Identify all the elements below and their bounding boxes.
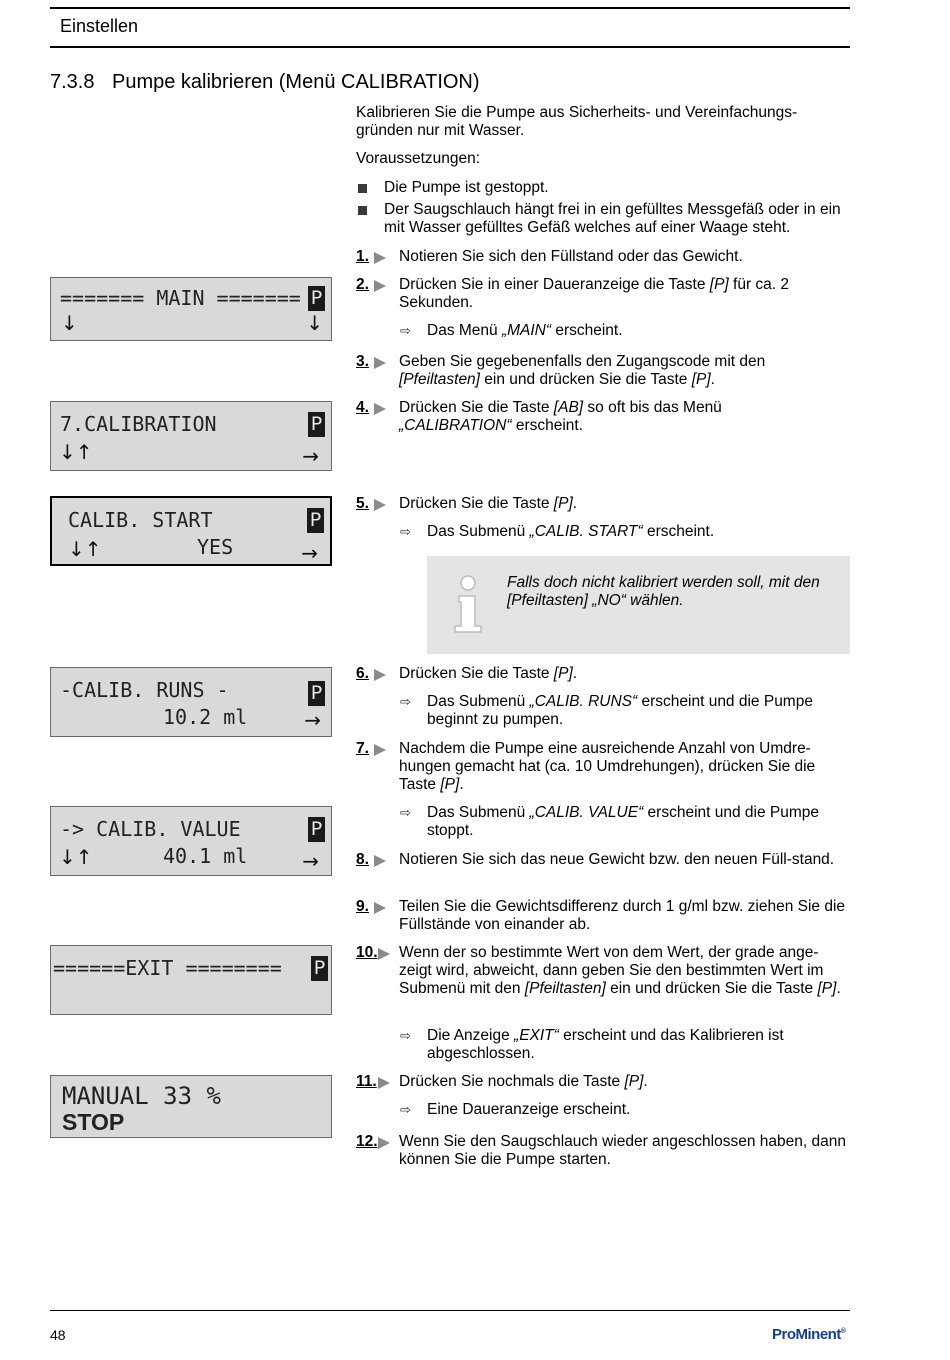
step-arrow-icon [374, 280, 386, 292]
result-text: Eine Daueranzeige erscheint. [427, 1101, 631, 1118]
step-number: 11. [356, 1073, 377, 1090]
lcd-calib-value [50, 806, 332, 876]
step-number: 7. [356, 740, 369, 757]
step-text: Geben Sie gegebenenfalls den Zugangscode mit den [Pfeiltasten] ein und drücken Sie die Taste [P]. [399, 353, 766, 388]
lcd-line-1: 7.CALIBRATION [60, 412, 217, 436]
info-note [427, 556, 850, 654]
step-arrow-icon [378, 1137, 390, 1149]
right-arrow-icon: → [302, 444, 319, 468]
down-arrow-icon: ↓ [306, 311, 323, 335]
step-text: Teilen Sie die Gewichtsdifferenz durch 1 g/ml bzw. ziehen Sie die Füllstände von einander ab. [399, 898, 846, 933]
lcd-calib-start [50, 496, 332, 566]
lcd-p-key-icon: P [311, 956, 328, 981]
lcd-exit [50, 945, 332, 1015]
lcd-line-1: ======EXIT ======== [53, 956, 282, 980]
result-text: Die Anzeige „EXIT“ erscheint und das Kalibrieren ist abgeschlossen. [427, 1027, 784, 1062]
step-text: Nachdem die Pumpe eine ausreichende Anzahl von Umdre-hungen gemacht hat (ca. 10 Umdrehungen), drücken Sie die Taste [P]. [399, 740, 816, 793]
up-down-arrow-icon: ↓↑ [68, 537, 102, 561]
step-arrow-icon [374, 902, 386, 914]
step-number: 5. [356, 495, 369, 512]
step-arrow-icon [374, 855, 386, 867]
intro-line-1: Kalibrieren Sie die Pumpe aus Sicherheits- und Vereinfachungs- [356, 104, 798, 121]
down-arrow-icon: ↓ [61, 311, 78, 335]
lcd-calib-runs [50, 667, 332, 737]
step-text: Drücken Sie die Taste [P]. [399, 665, 578, 682]
section-title: Pumpe kalibrieren (Menü CALIBRATION) [112, 71, 480, 93]
arrow-right-icon: ⇨ [400, 1102, 411, 1117]
bullet-text: Die Pumpe ist gestoppt. [384, 179, 549, 196]
info-icon [449, 574, 489, 634]
step-text: Drücken Sie die Taste [P]. [399, 495, 578, 512]
lcd-main-menu [50, 277, 332, 341]
step-number: 1. [356, 248, 369, 265]
square-bullet-icon [358, 184, 367, 193]
lcd-line-1: CALIB. START [68, 508, 213, 532]
step-number: 8. [356, 851, 369, 868]
lcd-p-key-icon: P [308, 412, 325, 437]
step-number: 3. [356, 353, 369, 370]
lcd-line-1: -CALIB. RUNS - [60, 678, 229, 702]
result-text: Das Submenü „CALIB. VALUE“ erscheint und die Pumpe stoppt. [427, 804, 820, 839]
result-text: Das Menü „MAIN“ erscheint. [427, 322, 623, 339]
lcd-line-1: MANUAL 33 % [62, 1082, 221, 1110]
bullet-text: Der Saugschlauch hängt frei in ein gefülltes Messgefäß oder in ein mit Wasser gefülltes Gefäß welches auf einer Waage steht. [384, 201, 841, 236]
page-number: 48 [50, 1327, 66, 1343]
section-number: 7.3.8 [50, 71, 95, 93]
step-arrow-icon [374, 252, 386, 264]
step-text: Drücken Sie in einer Daueranzeige die Taste [P] für ca. 2 Sekunden. [399, 276, 790, 311]
lcd-line-2: 10.2 ml [163, 705, 248, 729]
section-heading [50, 71, 480, 94]
footer-rule [50, 1310, 850, 1311]
header-top-rule [50, 7, 850, 9]
lcd-p-key-icon: P [308, 817, 325, 842]
step-arrow-icon [378, 948, 390, 960]
arrow-right-icon: ⇨ [400, 1028, 411, 1043]
arrow-right-icon: ⇨ [400, 323, 411, 338]
up-down-arrow-icon: ↓↑ [59, 845, 93, 869]
step-text: Drücken Sie die Taste [AB] so oft bis das Menü „CALIBRATION“ erscheint. [399, 399, 722, 434]
header-title: Einstellen [60, 16, 139, 36]
result-text: Das Submenü „CALIB. RUNS“ erscheint und die Pumpe beginnt zu pumpen. [427, 693, 813, 728]
step-arrow-icon [374, 403, 386, 415]
step-text: Notieren Sie sich den Füllstand oder das Gewicht. [399, 248, 743, 265]
arrow-right-icon: ⇨ [400, 694, 411, 709]
step-text: Notieren Sie sich das neue Gewicht bzw. den neuen Füll-stand. [399, 851, 835, 868]
step-arrow-icon [374, 669, 386, 681]
intro-text [356, 104, 848, 140]
step-number: 12. [356, 1133, 378, 1150]
brand-logo: ProMinent® [772, 1326, 846, 1343]
right-arrow-icon: → [302, 849, 319, 873]
up-down-arrow-icon: ↓↑ [59, 440, 93, 464]
note-text: Falls doch nicht kalibriert werden soll, mit den [Pfeiltasten] „NO“ wählen. [507, 574, 820, 609]
right-arrow-icon: → [301, 541, 318, 565]
lcd-continuous-display [50, 1075, 332, 1138]
header-bottom-rule [50, 46, 850, 48]
intro-line-2: gründen nur mit Wasser. [356, 122, 525, 139]
prereq-label: Voraussetzungen: [356, 150, 481, 167]
step-number: 2. [356, 276, 369, 293]
step-arrow-icon [374, 744, 386, 756]
step-text: Drücken Sie nochmals die Taste [P]. [399, 1073, 648, 1090]
result-text: Das Submenü „CALIB. START“ erscheint. [427, 523, 715, 540]
step-arrow-icon [374, 357, 386, 369]
square-bullet-icon [358, 206, 367, 215]
step-number: 4. [356, 399, 369, 416]
lcd-p-key-icon: P [308, 286, 325, 311]
step-arrow-icon [378, 1077, 390, 1089]
arrow-right-icon: ⇨ [400, 524, 411, 539]
lcd-p-key-icon: P [307, 508, 324, 533]
lcd-p-key-icon: P [308, 681, 325, 706]
step-number: 10. [356, 944, 378, 961]
arrow-right-icon: ⇨ [400, 805, 411, 820]
step-text: Wenn Sie den Saugschlauch wieder angeschlossen haben, dann können Sie die Pumpe starten. [399, 1133, 846, 1168]
lcd-line-2: 40.1 ml [163, 844, 248, 868]
step-number: 9. [356, 898, 369, 915]
lcd-line-2: YES [197, 535, 234, 559]
lcd-line-1: ======= MAIN ======= [60, 286, 301, 310]
lcd-calibration-menu [50, 401, 332, 471]
right-arrow-icon: → [304, 708, 321, 732]
step-number: 6. [356, 665, 369, 682]
lcd-line-2: STOP [62, 1109, 125, 1135]
lcd-line-1: -> CALIB. VALUE [60, 817, 241, 841]
step-text: Wenn der so bestimmte Wert von dem Wert, der grade ange-zeigt wird, abweicht, dann geben Sie den bestimmten Wert im Submenü mit den [Pfeiltasten] ein und drücken Sie die Taste [P]. [399, 944, 841, 997]
step-arrow-icon [374, 499, 386, 511]
